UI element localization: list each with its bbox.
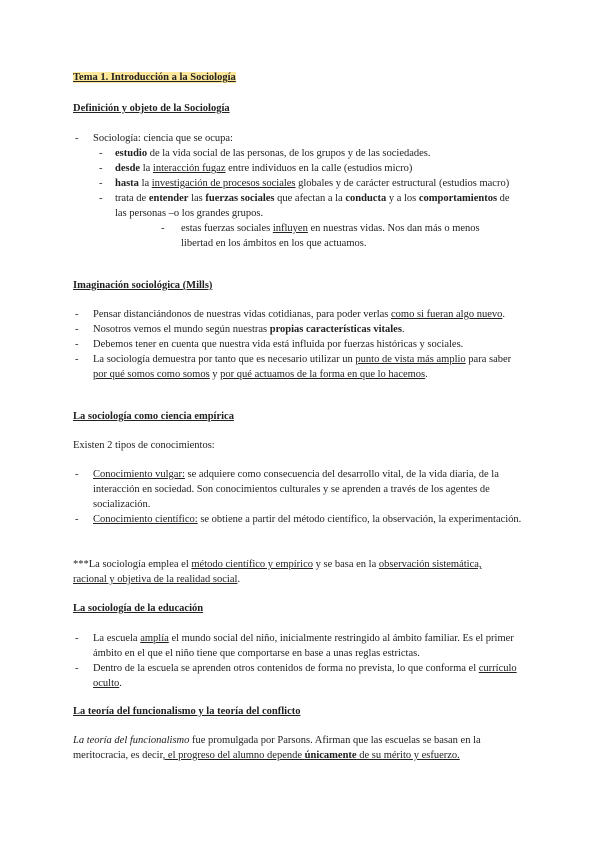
section-heading-funcionalismo: La teoría del funcionalismo y la teoría del conflicto (73, 706, 301, 717)
section-definicion-body (73, 131, 523, 251)
section-heading-empirica: La sociología como ciencia empírica (73, 411, 234, 422)
section-imaginacion-body (73, 307, 513, 382)
list-item: - desde la interacción fugaz entre individuos en la calle (estudios micro) (99, 163, 413, 174)
document-title: Tema 1. Introducción a la Sociología (73, 72, 236, 83)
document-title-block (73, 70, 513, 85)
section-educacion-body (73, 631, 523, 691)
list-item: - La sociología demuestra por tanto que es necesario utilizar un punto de vista más amplio para saber por qué somos como somos y por qué actuamos de la forma en que lo hacemos. (75, 354, 512, 380)
list-item: - Pensar distanciándonos de nuestras vidas cotidianas, para poder verlas como si fueran algo nuevo. (75, 309, 506, 320)
list-item: - Conocimiento vulgar: se adquiere como consecuencia del desarrollo vital, de la vida diaria, de la interacción en sociedad. Son conocimientos culturales y se aprenden a través de los agentes de socialización. (75, 469, 499, 510)
section-heading-imaginacion: Imaginación sociológica (Mills) (73, 280, 213, 291)
list-item: - estas fuerzas sociales influyen en nuestras vidas. Nos dan más o menos libertad en los ámbitos en los que actuamos. (161, 223, 480, 249)
list-item: - Conocimiento científico: se obtiene a partir del método científico, la observación, la experimentación. (75, 514, 522, 525)
section-heading-educacion: La sociología de la educación (73, 603, 204, 614)
section-heading-definicion: Definición y objeto de la Sociología (73, 103, 230, 114)
list-item: - Debemos tener en cuenta que nuestra vida está influida por fuerzas históricas y sociales. (75, 339, 464, 350)
section-funcionalismo-body: La teoría del funcionalismo fue promulgada por Parsons. Afirman que las escuelas se basan en la meritocracia, es decir, el progreso del alumno depende únicamente de su mérito y esfuerzo. (73, 735, 481, 761)
list-item: - Sociología: ciencia que se ocupa: (75, 133, 233, 144)
list-item: - trata de entender las fuerzas sociales que afectan a la conducta y a los comportamientos de las personas –o los grandes grupos. (99, 193, 510, 219)
list-item: - Nosotros vemos el mundo según nuestras propias características vitales. (75, 324, 405, 335)
section-empirica-body (73, 467, 523, 527)
list-item: - La escuela amplía el mundo social del niño, inicialmente restringido al ámbito familiar. Es el primer ámbito en el que el niño tiene que comportarse en base a unas reglas estrictas. (75, 633, 514, 659)
list-item: - hasta la investigación de procesos sociales globales y de carácter estructural (estudios macro) (99, 178, 510, 189)
section-empirica-intro: Existen 2 tipos de conocimientos: (73, 440, 215, 451)
list-item: - Dentro de la escuela se aprenden otros contenidos de forma no prevista, lo que conforma el currículo oculto. (75, 663, 517, 689)
list-item: - estudio de la vida social de las personas, de los grupos y de las sociedades. (99, 148, 431, 159)
section-empirica-note: ***La sociología emplea el método científico y empírico y se basa en la observación sistemática, racional y objetiva de la realidad social. (73, 559, 482, 585)
